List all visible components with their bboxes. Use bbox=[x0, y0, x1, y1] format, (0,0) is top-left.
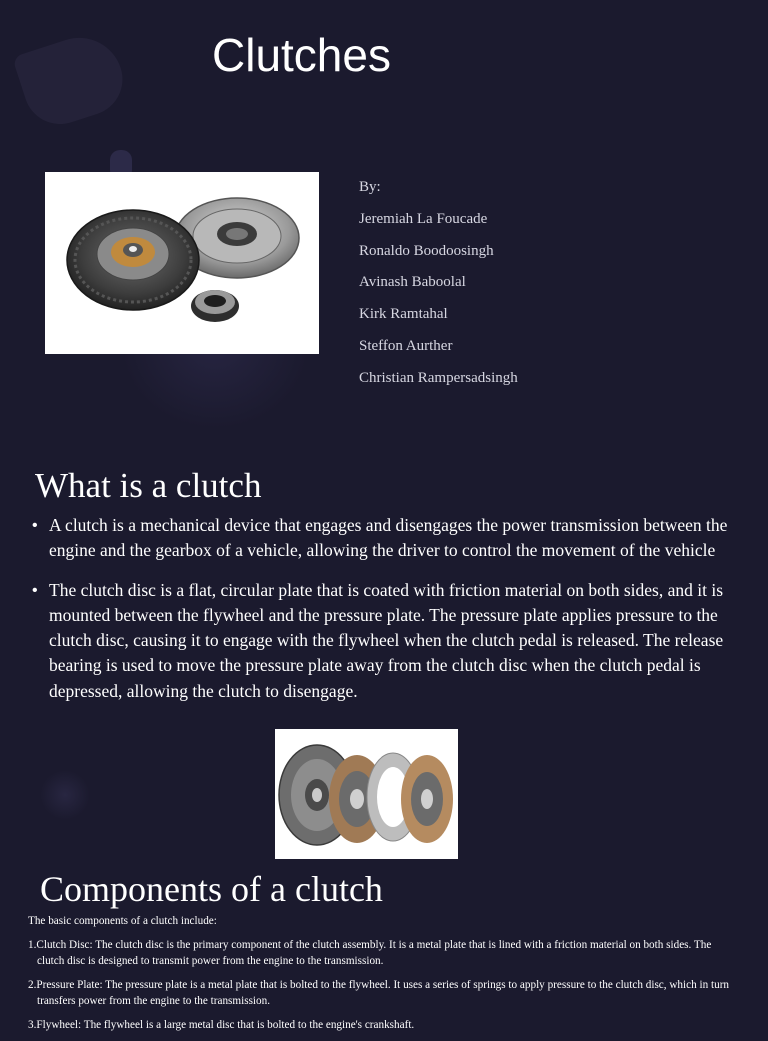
clutch-parts-illustration bbox=[275, 729, 458, 859]
author-list bbox=[359, 172, 518, 395]
clutch-parts-image bbox=[275, 729, 458, 859]
slide-title: Clutches bbox=[212, 29, 391, 81]
clutch-disc-shape bbox=[401, 755, 453, 843]
decorative-shape bbox=[12, 27, 132, 134]
components-text bbox=[28, 913, 740, 1041]
clutch-disc-shape bbox=[67, 210, 199, 310]
author-name: Avinash Baboolal bbox=[359, 274, 466, 291]
release-bearing-shape bbox=[191, 290, 239, 322]
components-heading: Components of a clutch bbox=[40, 869, 383, 909]
bullet-item: • A clutch is a mechanical device that engages and disengages the power transmission between the engine and the gearbox of a vehicle, allowing the driver to control the movement of the vehicle bbox=[32, 513, 742, 564]
clutch-kit-illustration bbox=[45, 172, 319, 354]
author-name: Christian Rampersadsingh bbox=[359, 369, 518, 386]
author-name: Jeremiah La Foucade bbox=[359, 210, 488, 227]
component-item: 3.Flywheel: The flywheel is a large metal disc that is bolted to the engine's crankshaft. bbox=[28, 1019, 415, 1031]
component-item: 2.Pressure Plate: The pressure plate is a metal plate that is bolted to the flywheel. It uses a series of springs to apply pressure to the clutch disc, which in turn transfers power from the engine to the transmission. bbox=[28, 979, 730, 1007]
what-is-heading: What is a clutch bbox=[35, 466, 262, 505]
author-name: Kirk Ramtahal bbox=[359, 306, 448, 323]
author-name: Ronaldo Boodoosingh bbox=[359, 242, 494, 259]
bullet-item: • The clutch disc is a flat, circular plate that is coated with friction material on both sides, and it is mounted between the flywheel and the pressure plate. The pressure plate applies pressure to the clutch disc, causing it to engage with the flywheel when the clutch pedal is released. The release bearing is used to move the pressure plate away from the clutch disc when the clutch pedal is depressed, allowing the clutch to disengage. bbox=[32, 578, 742, 704]
what-is-bullets bbox=[32, 513, 742, 718]
decorative-glow bbox=[40, 770, 90, 820]
components-intro: The basic components of a clutch include: bbox=[28, 915, 217, 927]
component-item: 1.Clutch Disc: The clutch disc is the primary component of the clutch assembly. It is a metal plate that is lined with a friction material on both sides. The clutch disc is designed to transmit power from the engine to the transmission. bbox=[28, 939, 712, 967]
clutch-kit-image bbox=[45, 172, 319, 354]
author-by-label: By: bbox=[359, 179, 381, 195]
author-name: Steffon Aurther bbox=[359, 337, 453, 354]
